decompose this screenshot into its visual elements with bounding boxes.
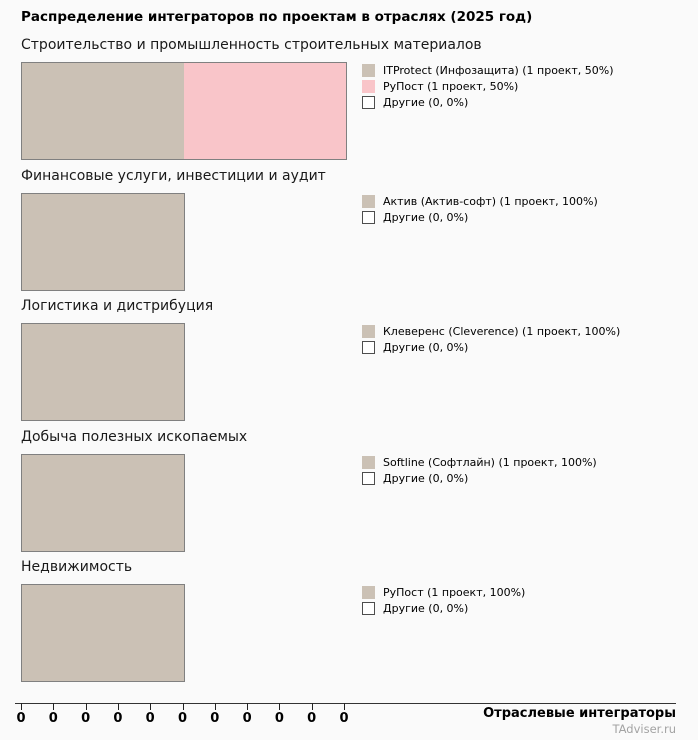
legend-swatch [362, 211, 375, 224]
industry-title: Добыча полезных ископаемых [21, 428, 248, 445]
legend-swatch [362, 586, 375, 599]
legend-item [362, 195, 598, 208]
legend-item [362, 602, 525, 615]
x-axis-tick-label: 0 [242, 711, 252, 726]
x-axis-tick [312, 703, 313, 710]
x-axis-tick-label: 0 [113, 711, 123, 726]
watermark: TAdviser.ru [612, 722, 676, 736]
legend-label: Другие (0, 0%) [383, 341, 469, 354]
legend-label: Актив (Актив-софт) (1 проект, 100%) [383, 194, 598, 208]
bar-segment [22, 585, 184, 681]
bar-track [21, 62, 347, 160]
legend-swatch [362, 195, 375, 208]
x-axis-tick [86, 703, 87, 710]
legend-item [362, 586, 525, 599]
x-axis-tick [183, 703, 184, 710]
legend-swatch [362, 80, 375, 93]
industry-section [21, 167, 698, 298]
legend [362, 325, 620, 357]
x-axis-tick [247, 703, 248, 710]
bar-track [21, 454, 185, 552]
legend-label: ITProtect (Инфозащита) (1 проект, 50%) [383, 64, 614, 77]
legend [362, 456, 597, 488]
chart-title: Распределение интеграторов по проектам в отраслях (2025 год) [21, 9, 533, 25]
sections [21, 36, 698, 689]
legend-item [362, 456, 597, 469]
x-axis-tick [150, 703, 151, 710]
legend-swatch [362, 472, 375, 485]
bar-segment [22, 455, 184, 551]
bar-track [21, 193, 185, 291]
legend-label: Другие (0, 0%) [383, 96, 469, 109]
bar-segment [22, 324, 184, 420]
x-axis-tick [215, 703, 216, 710]
legend [362, 586, 525, 618]
bar-track [21, 323, 185, 421]
legend-label: Клеверенс (Cleverence) (1 проект, 100%) [383, 325, 621, 338]
x-axis-tick [279, 703, 280, 710]
industry-title: Логистика и дистрибуция [21, 298, 214, 314]
x-axis-tick-label: 0 [339, 711, 349, 726]
industry-section [21, 36, 698, 167]
industry-title: Строительство и промышленность строительных материалов [21, 37, 482, 53]
x-axis-tick [53, 703, 54, 710]
legend-swatch [362, 325, 375, 338]
legend-swatch [362, 602, 375, 615]
legend-swatch [362, 341, 375, 354]
x-axis-tick-label: 0 [177, 711, 188, 726]
industry-section [21, 297, 698, 428]
legend [362, 64, 613, 112]
bar-segment [22, 194, 184, 290]
legend-label: Другие (0, 0%) [383, 210, 469, 224]
legend-item [362, 211, 598, 224]
x-axis-tick-label: 0 [274, 711, 284, 726]
legend-item [362, 472, 597, 485]
bar-segment [22, 63, 184, 159]
bar-segment [184, 63, 346, 159]
x-axis-tick-label: 0 [210, 711, 220, 726]
legend-swatch [362, 96, 375, 109]
legend-label: Softline (Софтлайн) (1 проект, 100%) [383, 455, 597, 469]
legend-item [362, 64, 613, 77]
industry-title: Недвижимость [21, 559, 133, 575]
legend [362, 195, 598, 227]
x-axis-tick-label: 0 [16, 711, 26, 726]
industry-title: Финансовые услуги, инвестиции и аудит [21, 167, 326, 184]
industry-section [21, 558, 698, 689]
x-axis-tick-label: 0 [307, 711, 317, 726]
x-axis-tick [344, 703, 345, 710]
x-axis-tick-label: 0 [145, 711, 155, 726]
legend-label: РуПост (1 проект, 50%) [383, 80, 519, 93]
x-axis-label: Отраслевые интеграторы [483, 706, 676, 721]
legend-item [362, 96, 613, 109]
x-axis-tick-label: 0 [48, 711, 58, 726]
legend-item [362, 80, 613, 93]
legend-swatch [362, 64, 375, 77]
legend-item [362, 341, 620, 354]
legend-item [362, 325, 620, 338]
legend-swatch [362, 456, 375, 469]
bar-track [21, 584, 185, 682]
x-axis-tick [118, 703, 119, 710]
legend-label: Другие (0, 0%) [383, 471, 469, 485]
industry-section [21, 428, 698, 559]
legend-label: Другие (0, 0%) [383, 602, 469, 615]
legend-label: РуПост (1 проект, 100%) [383, 586, 526, 599]
x-axis-tick [21, 703, 22, 710]
x-axis-tick-label: 0 [81, 711, 91, 726]
